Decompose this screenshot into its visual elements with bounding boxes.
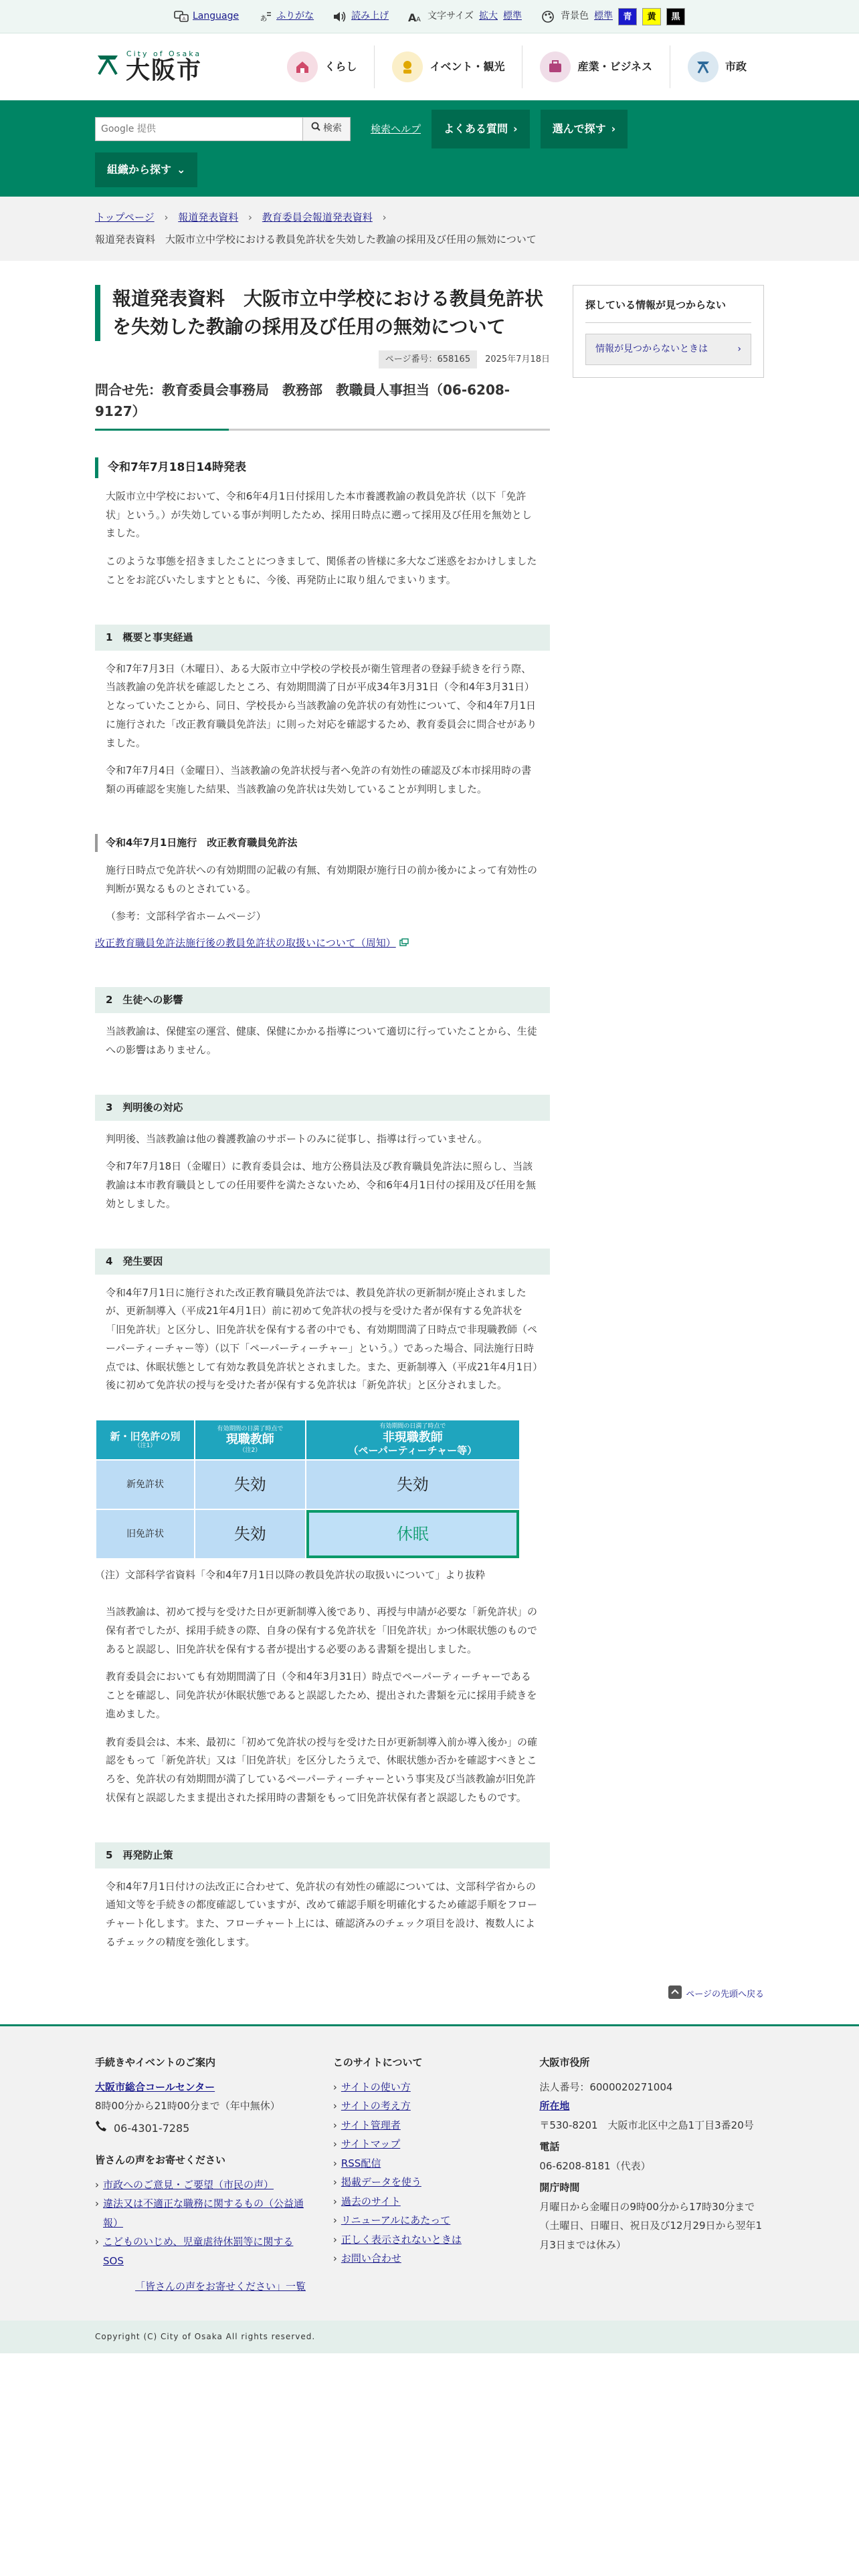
site-link[interactable]: サイトの考え方 — [341, 2100, 411, 2113]
site-search — [95, 117, 351, 141]
voice-link-sos[interactable]: こどものいじめ、児童虐待休罰等に関するSOS — [103, 2236, 294, 2267]
phone-icon — [95, 2119, 107, 2139]
mext-link-line — [95, 934, 550, 952]
breadcrumb — [0, 197, 859, 261]
site-link[interactable]: サイト管理者 — [341, 2119, 401, 2131]
footer-site-title: このサイトについて — [332, 2056, 423, 2069]
table-cell-highlighted: 休眠 — [306, 1510, 519, 1558]
bg-black-button[interactable]: 黒 — [666, 8, 685, 25]
bg-yellow-button[interactable]: 黄 — [642, 8, 661, 25]
site-logo[interactable] — [95, 50, 202, 84]
release-heading: 令和7年7月18日14時発表 — [95, 457, 550, 478]
contact-info: 問合せ先：教育委員会事務局 教務部 教職員人事担当（06-6208-9127） — [95, 379, 550, 431]
site-link[interactable]: サイトの使い方 — [341, 2080, 411, 2093]
list-item — [333, 2192, 515, 2212]
footer-guide-title: 手続きやイベントのご案内 — [95, 2056, 216, 2069]
copyright-text: Copyright (C) City of Osaka All rights reserved. — [95, 2331, 316, 2341]
not-found-box — [573, 285, 764, 378]
list-item — [95, 2232, 309, 2270]
voice-link-whistleblow[interactable]: 違法又は不適正な職務に関するもの（公益通報） — [103, 2197, 304, 2229]
location-link[interactable]: 所在地 — [539, 2100, 570, 2113]
search-button-label: 検索 — [323, 123, 342, 134]
faq-button[interactable] — [432, 110, 530, 148]
bg-standard-button[interactable]: 標準 — [593, 11, 613, 22]
chevron-down-icon: ⌄ — [177, 163, 186, 176]
furigana-item[interactable] — [258, 8, 314, 25]
search-input[interactable] — [95, 117, 302, 141]
nav-item-business[interactable] — [522, 45, 670, 88]
voice-link-opinion[interactable]: 市政へのご意見・ご要望（市民の声） — [103, 2178, 274, 2191]
event-icon — [392, 51, 423, 82]
mext-link[interactable]: 改正教育職員免許法施行後の教員免許状の取扱いについて（周知） — [95, 937, 396, 950]
site-footer — [0, 2024, 859, 2320]
language-link[interactable]: Language — [193, 11, 240, 22]
section-paragraph: 令和4年7月1日に施行された改正教育職員免許法では、教員免許状の更新制が廃止されましたが、更新制導入（平成21年4月1日）前に初めて免許状の授与を受けた者が保有する免許状を「旧免許状」と区分し、旧免許状を保有する者の中でも、有効期間満了日時点で非現職教師（ペーパーティーチャー等）（以下「ペーパーティーチャー」という。）であった場合、同法施行日時点では、休眠状態として有効な教員免許状とされました。また、更新制導入（平成21年4月1日）後に初めて免許状の授与を受けた者が保有する免許状は「新免許状」と区分されました。 — [106, 1286, 538, 1392]
table-header-cell — [96, 1420, 194, 1459]
section-paragraph: 令和7年7月3日（木曜日）、ある大阪市立中学校の学校長が衛生管理者の登録手続きを行う際、当該教諭の免許状を確認したところ、有効期間満了日が平成34年3月31日（令和4年3月31日）となっていたことから、同日、学校長から当該教諭の免許状の有効性について、令和4年7月1日に施行された「改正教育職員免許法」に則った対応を確認するため、教育委員会に問合せがありました。 — [106, 662, 537, 749]
list-item — [333, 2249, 515, 2268]
section-paragraph: 判明後、当該教諭は他の養護教諭のサポートのみに従事し、指導は行っていません。 — [106, 1132, 488, 1145]
nav-item-lifestyle[interactable] — [270, 45, 374, 88]
search-button[interactable] — [302, 117, 351, 141]
header-paper-teacher: （ペーパーティーチャー等） — [348, 1444, 478, 1457]
header-caption: 有効期間の日満了時点で — [379, 1423, 446, 1430]
header-non-current-teacher: 非現職教師 — [382, 1430, 443, 1444]
font-size-label: 文字サイズ — [427, 11, 474, 22]
intro-paragraph: 大阪市立中学校において、令和6年4月1日付採用した本市養護教諭の教員免許状（以下「免許状」という。）が失効している事が判明したため、採用日時点に遡って採用及び任用を無効としました。 — [106, 490, 532, 540]
choose-search-button[interactable] — [541, 110, 628, 148]
table-cell: 失効 — [306, 1461, 519, 1509]
list-item — [333, 2173, 515, 2192]
open-hours-note: （土曜日、日曜日、祝日及び12月29日から翌年1月3日までは休み） — [539, 2220, 763, 2251]
osaka-emblem-icon — [95, 51, 120, 83]
svg-text:ぁ: ぁ — [259, 13, 269, 23]
font-size-icon — [407, 9, 422, 24]
callcenter-link[interactable]: 大阪市総合コールセンター — [95, 2080, 215, 2093]
breadcrumb-separator: › — [164, 211, 169, 223]
furigana-icon — [258, 9, 272, 24]
city-government-icon — [688, 51, 719, 82]
subsection-paragraph: 施行日時点で免許状への有効期間の記載の有無、有効期限が施行日の前か後かによって有効性の判断が異なるものとされている。 — [106, 863, 538, 895]
list-item — [333, 2154, 515, 2173]
page-title: 報道発表資料 大阪市立中学校における教員免許状を失効した教諭の採用及び任用の無効について — [95, 285, 550, 341]
site-link[interactable]: 過去のサイト — [341, 2195, 401, 2208]
list-item — [95, 2194, 309, 2232]
voice-more-link[interactable]: 「皆さんの声をお寄せください」一覧 — [135, 2280, 306, 2293]
nav-label-event: イベント・観光 — [430, 60, 505, 73]
not-found-button-label: 情報が見つからないときは — [595, 344, 708, 354]
table-row — [96, 1461, 519, 1509]
footer-city-hall — [539, 2053, 764, 2296]
logo-english: City of Osaka — [126, 49, 202, 58]
search-help-link[interactable]: 検索ヘルプ — [371, 122, 421, 135]
background-color-control — [541, 8, 685, 25]
row-label: 新免許状 — [96, 1461, 194, 1509]
not-found-title: 探している情報が見つからない — [585, 296, 751, 323]
list-item — [95, 2175, 309, 2195]
subsection-heading: 令和4年7月1日施行 改正教育職員免許法 — [95, 834, 550, 852]
header-current-teacher: 現職教師 — [225, 1432, 274, 1447]
header-note: （注1） — [134, 1442, 157, 1449]
svg-text:A: A — [182, 16, 186, 21]
table-header-cell — [195, 1420, 305, 1459]
section-heading: 1 概要と事実経過 — [95, 625, 550, 651]
nav-item-event[interactable] — [374, 45, 522, 88]
footer-guide — [95, 2053, 309, 2296]
speaker-icon — [332, 9, 347, 24]
section-heading: 4 発生要因 — [95, 1249, 550, 1275]
voice-links — [95, 2175, 309, 2271]
callcenter-hours: 8時00分から21時00分まで（年中無休） — [95, 2100, 280, 2113]
search-band — [0, 100, 859, 197]
site-links — [333, 2078, 515, 2268]
corporate-number: 法人番号：6000020271004 — [539, 2080, 673, 2093]
faq-button-label: よくある質問 — [444, 122, 508, 135]
search-icon — [311, 120, 320, 137]
list-item — [333, 2078, 515, 2097]
org-search-label: 組織から探す — [107, 163, 172, 176]
table-note: （注）文部科学省資料「令和4年7月1日以降の教員免許状の取扱いについて」より抜粋 — [95, 1569, 486, 1582]
global-nav — [270, 45, 764, 88]
section-heading: 5 再発防止策 — [95, 1842, 550, 1868]
open-hours: 月曜日から金曜日の9時00分から17時30分まで — [539, 2200, 755, 2213]
site-link[interactable]: リニューアルにあたって — [341, 2214, 451, 2227]
table-cell: 失効 — [195, 1461, 305, 1509]
copyright-bar — [0, 2321, 859, 2354]
address: 〒530-8201 大阪市北区中之島1丁目3番20号 — [539, 2119, 754, 2131]
site-link[interactable]: サイトマップ — [341, 2138, 401, 2151]
footer-site-info — [333, 2053, 515, 2296]
header-caption: 有効期間の日満了時点で — [217, 1425, 284, 1432]
section-heading: 2 生徒への影響 — [95, 987, 550, 1013]
utility-bar — [0, 0, 859, 33]
nav-item-city-government[interactable] — [670, 45, 764, 88]
external-window-icon — [399, 937, 409, 949]
reference-note: （参考：文部科学省ホームページ） — [106, 910, 266, 923]
business-icon — [540, 51, 571, 82]
callcenter-phone — [95, 2119, 309, 2139]
svg-text:A: A — [408, 11, 417, 23]
nav-label-city-government: 市政 — [725, 60, 747, 73]
nav-label-business: 産業・ビジネス — [577, 60, 652, 73]
breadcrumb-press[interactable]: 報道発表資料 — [178, 211, 239, 223]
logo-japanese: 大阪市 — [126, 56, 203, 84]
callcenter-phone-number: 06-4301-7285 — [114, 2121, 190, 2135]
page-top-label: ページの先頭へ戻る — [686, 1990, 764, 2000]
font-size-control — [407, 8, 522, 25]
list-item — [333, 2097, 515, 2116]
breadcrumb-separator: › — [382, 211, 387, 223]
table-header-cell — [306, 1420, 519, 1459]
tel-label: 電話 — [539, 2141, 560, 2153]
sidebar — [573, 285, 764, 1952]
background-color-label: 背景色 — [560, 11, 589, 22]
section-paragraph: 当該教諭は、初めて授与を受けた日が更新制導入後であり、再授与申請が必要な「新免許状」の保有者でしたが、採用手続きの際、自身の保有する免許状を「旧免許状」かつ休眠状態のものであると誤認し、旧免許状を保有する者が提出する必要のある書類を提出しました。 — [106, 1606, 538, 1655]
row-label: 旧免許状 — [96, 1510, 194, 1558]
section-paragraph: 教育委員会は、本来、最初に「初めて免許状の授与を受けた日が更新制導入前か導入後か」の確認をもって「新免許状」又は「旧免許状」を区分したうえで、休眠状態か否かを確認すべきところを、免許状の有効期間が満了しているペーパーティーチャーという事実及び当該教諭が旧免許状保有と誤認したまま提出された採用時の書類をもって旧免許状保有者と誤認したものです。 — [106, 1735, 538, 1804]
page-number: ページ番号：658165 — [379, 350, 477, 368]
page-top-link[interactable] — [95, 1985, 764, 2024]
footer-city-hall-title: 大阪市役所 — [539, 2056, 590, 2069]
list-item — [333, 2135, 515, 2154]
read-aloud-item[interactable] — [332, 8, 389, 25]
chevron-right-icon: › — [513, 122, 518, 135]
font-standard-button[interactable]: 標準 — [502, 11, 522, 22]
breadcrumb-current: 報道発表資料 大阪市立中学校における教員免許状を失効した教諭の採用及び任用の無効について — [95, 233, 537, 245]
not-found-button[interactable] — [585, 334, 751, 365]
org-search-button[interactable] — [95, 152, 197, 187]
header-new-old: 新・旧免許の別 — [110, 1430, 181, 1442]
svg-text:A: A — [416, 16, 421, 23]
tel-number: 06-6208-8181（代表） — [539, 2159, 651, 2172]
site-header — [0, 33, 859, 100]
chevron-right-icon: › — [737, 344, 741, 354]
choose-search-label: 選んで探す — [552, 122, 606, 135]
table-header-row — [96, 1420, 519, 1459]
lifestyle-icon — [287, 51, 318, 82]
section-paragraph: 教育委員会においても有効期間満了日（令和4年3月31日）時点でペーパーティーチャーであることを確認し、同免許状が休眠状態であると誤認したため、提出された書類を元に採用手続きを進めました。 — [106, 1671, 537, 1720]
furigana-link[interactable]: ふりがな — [276, 11, 314, 22]
section-paragraph: 令和4年7月1日付けの法改正に合わせて、免許状の有効性の確認については、文部科学省からの通知文等を手続きの都度確認していますが、改めて確認手順を明確化するため確認手順をフローチャート化します。また、フローチャート上には、確認済みのチェック項目を設け、複数人によるチェックの精度を強化します。 — [106, 1880, 538, 1948]
list-item — [333, 2116, 515, 2135]
table-cell: 失効 — [195, 1510, 305, 1558]
table-row — [96, 1510, 519, 1558]
breadcrumb-education-press[interactable]: 教育委員会報道発表資料 — [262, 211, 373, 223]
breadcrumb-separator: › — [248, 211, 253, 223]
section-paragraph: 令和7年7月18日（金曜日）に教育委員会は、地方公務員法及び教育職員免許法に照らし、当該教諭は本市教育職員としての任用要件を満たさないため、令和6年4月1日付の採用及び任用を無効としました。 — [106, 1160, 537, 1210]
list-item — [333, 2211, 515, 2230]
site-link[interactable]: RSS配信 — [341, 2157, 381, 2169]
open-hours-label: 開庁時間 — [539, 2181, 580, 2194]
site-link[interactable]: 掲載データを使う — [341, 2176, 421, 2189]
license-status-table — [95, 1419, 520, 1560]
article-meta — [95, 350, 550, 368]
publish-date: 2025年7月18日 — [485, 354, 550, 364]
font-enlarge-button[interactable]: 拡大 — [478, 11, 498, 22]
list-item — [333, 2230, 515, 2250]
chevron-right-icon: › — [611, 122, 616, 135]
section-paragraph: 当該教諭は、保健室の運営、健康、保健にかかる指導について適切に行っていたことから、生徒への影響はありません。 — [106, 1025, 537, 1056]
intro-paragraph: このような事態を招きましたことにつきまして、関係者の皆様に多大なご迷惑をおかけしましたことをお詫びいたしますとともに、今後、再発防止に取り組んでまいります。 — [106, 555, 537, 586]
palette-icon — [541, 9, 555, 24]
header-note: （注2） — [239, 1447, 262, 1455]
read-aloud-link[interactable]: 読み上げ — [351, 11, 389, 22]
section-heading: 3 判明後の対応 — [95, 1095, 550, 1121]
nav-label-lifestyle: くらし — [324, 60, 357, 73]
bg-blue-button[interactable]: 青 — [618, 8, 637, 25]
article-content — [95, 285, 550, 1952]
footer-voice-title: 皆さんの声をお寄せください — [95, 2154, 226, 2167]
arrow-up-icon — [668, 1985, 682, 2004]
language-item[interactable] — [174, 8, 239, 25]
breadcrumb-top[interactable]: トップページ — [95, 211, 155, 223]
site-link[interactable]: 正しく表示されないときは — [341, 2233, 462, 2246]
site-link[interactable]: お問い合わせ — [341, 2252, 401, 2265]
language-icon — [174, 9, 189, 24]
section-paragraph: 令和7年7月4日（金曜日）、当該教諭の免許状授与者へ免許の有効性の確認及び本市採用時の書類の再確認を実施した結果、当該教諭の免許状は失効していることが判明しました。 — [106, 764, 532, 796]
